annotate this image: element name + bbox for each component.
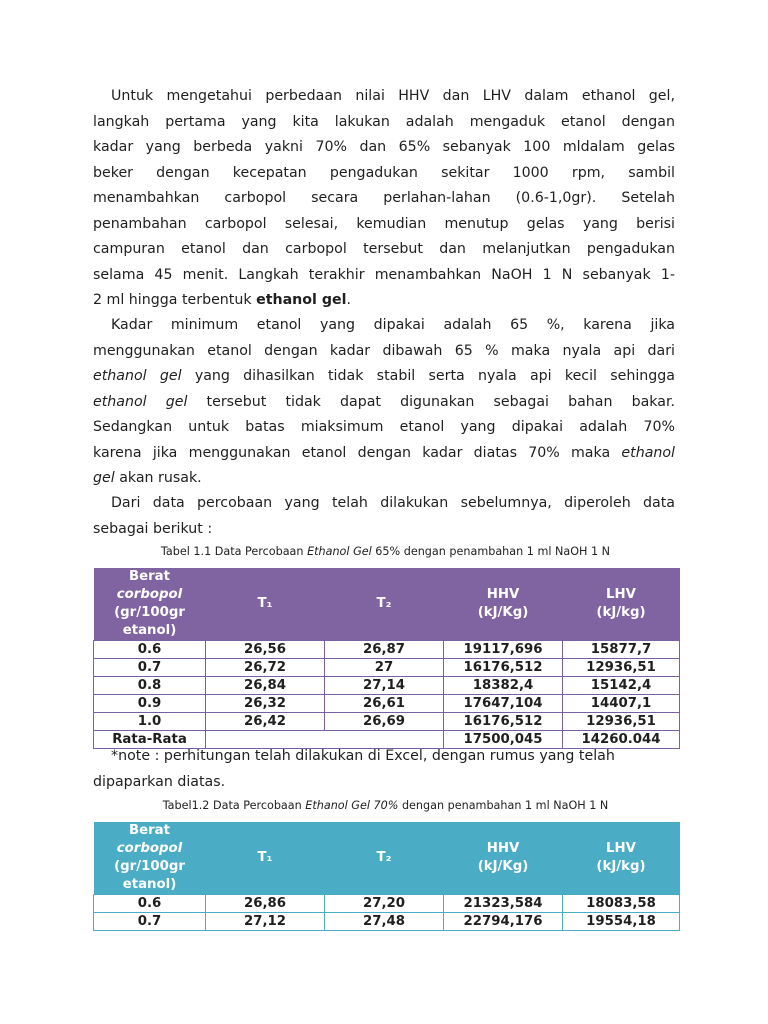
cell: 26,42	[206, 713, 325, 731]
table1	[93, 568, 680, 749]
text-line: beker dengan kecepatan pengadukan sekitar 1000 rpm, sambil	[93, 164, 675, 181]
table-row	[94, 677, 680, 695]
caption-text: 65% dengan penambahan 1 ml NaOH 1 N	[371, 545, 611, 558]
cell: 27	[325, 659, 444, 677]
caption-text: Tabel1.2 Data Percobaan	[162, 799, 306, 812]
note-line: *note : perhitungan telah dilakukan di Excel, dengan rumus yang telah	[111, 748, 615, 764]
text-line: Dari data percobaan yang telah dilakukan sebelumnya, diperoleh data	[111, 495, 675, 511]
header-line: HHV	[486, 841, 520, 856]
cell: 0.6	[94, 641, 206, 659]
text-fragment: 2 ml hingga terbentuk	[93, 292, 257, 308]
text-line	[93, 390, 675, 416]
cell: 27,20	[325, 895, 444, 913]
header-line: (kJ/Kg)	[477, 859, 529, 874]
cell: 22794,176	[444, 913, 563, 931]
text-line: menggunakan etanol dengan kadar dibawah 65 % maka nyala api dari	[93, 342, 675, 359]
table-row	[94, 695, 680, 713]
cell: 0.9	[94, 695, 206, 713]
header-line: corbopol	[116, 841, 183, 856]
text-line: campuran etanol dan carbopol tersebut dan melanjutkan pengadukan	[93, 241, 675, 257]
text-line	[93, 364, 675, 390]
header-line: Berat	[128, 569, 171, 584]
text-line: sebagai berikut :	[93, 520, 213, 537]
table-row	[94, 895, 680, 913]
cell: 15877,7	[563, 641, 680, 659]
header-line: etanol)	[122, 877, 177, 892]
table-row	[94, 641, 680, 659]
cell: 12936,51	[563, 713, 680, 731]
caption-italic: Ethanol Gel 70%	[305, 799, 399, 812]
italic-term: ethanol	[621, 444, 675, 461]
text-line: penambahan carbopol selesai, kemudian menutup gelas yang berisi	[93, 215, 675, 232]
header-lhv	[563, 568, 680, 641]
header-t2: T₂	[325, 568, 444, 641]
caption-italic: Ethanol Gel	[307, 545, 372, 558]
table-row	[94, 713, 680, 731]
text-line: selama 45 menit. Langkah terakhir menambahkan NaOH 1 N sebanyak 1-	[93, 266, 675, 283]
average-label: Rata-Rata	[94, 731, 206, 749]
text-line	[93, 441, 675, 467]
table2	[93, 822, 680, 931]
cell: 27,12	[206, 913, 325, 931]
cell: 18083,58	[563, 895, 680, 913]
cell: 1.0	[94, 713, 206, 731]
cell: 19117,696	[444, 641, 563, 659]
cell: 26,87	[325, 641, 444, 659]
cell: 26,69	[325, 713, 444, 731]
header-lhv	[563, 822, 680, 895]
table-row	[94, 913, 680, 931]
table-header-row	[94, 568, 680, 641]
header-line: (kJ/kg)	[596, 605, 646, 620]
header-line: LHV	[606, 841, 636, 856]
cell: 12936,51	[563, 659, 680, 677]
header-line: HHV	[486, 587, 520, 602]
note-line: dipaparkan diatas.	[93, 773, 226, 790]
paragraph-intro-data	[93, 491, 675, 542]
cell: 26,61	[325, 695, 444, 713]
cell: 19554,18	[563, 913, 680, 931]
header-line: corbopol	[116, 587, 183, 602]
header-t1: T₁	[206, 568, 325, 641]
text-fragment: .	[346, 292, 351, 308]
caption-text: dengan penambahan 1 ml NaOH 1 N	[398, 799, 609, 812]
cell: 21323,584	[444, 895, 563, 913]
cell: 16176,512	[444, 713, 563, 731]
bold-term: ethanol gel	[256, 292, 347, 308]
header-hhv	[444, 822, 563, 895]
cell: 18382,4	[444, 677, 563, 695]
table1-caption	[93, 545, 678, 558]
italic-term: ethanol gel	[93, 368, 182, 384]
header-berat	[94, 568, 206, 641]
cell: 26,84	[206, 677, 325, 695]
paragraph-limits	[93, 313, 675, 492]
header-hhv	[444, 568, 563, 641]
italic-term: gel	[93, 470, 115, 486]
text-line: langkah pertama yang kita lakukan adalah mengaduk etanol dengan	[93, 113, 675, 130]
header-line: (gr/100gr	[114, 859, 185, 874]
cell: 26,32	[206, 695, 325, 713]
cell: 14407,1	[563, 695, 680, 713]
header-line: (kJ/kg)	[596, 859, 646, 874]
cell: 16176,512	[444, 659, 563, 677]
table-header-row	[94, 822, 680, 895]
text-line	[93, 466, 675, 492]
text-fragment: akan rusak.	[114, 470, 202, 486]
italic-term: ethanol gel	[93, 393, 188, 410]
cell: 0.6	[94, 895, 206, 913]
cell: 0.7	[94, 659, 206, 677]
text-line: Untuk mengetahui perbedaan nilai HHV dan LHV dalam ethanol gel,	[111, 88, 675, 104]
table-row	[94, 659, 680, 677]
text-line: Sedangkan untuk batas miaksimum etanol yang dipakai adalah 70%	[93, 419, 675, 435]
cell: 0.7	[94, 913, 206, 931]
cell: 26,86	[206, 895, 325, 913]
text-fragment: tersebut tidak dapat digunakan sebagai bahan bakar.	[187, 393, 676, 410]
note	[93, 744, 678, 795]
cell: 27,14	[325, 677, 444, 695]
text-line: menambahkan carbopol secara perlahan-lahan (0.6-1,0gr). Setelah	[93, 190, 675, 206]
header-berat	[94, 822, 206, 895]
header-line: LHV	[606, 587, 636, 602]
cell: 26,72	[206, 659, 325, 677]
text-fragment: yang dihasilkan tidak stabil serta nyala api kecil sehingga	[181, 368, 676, 384]
cell: 27,48	[325, 913, 444, 931]
text-line: Kadar minimum etanol yang dipakai adalah 65 %, karena jika	[111, 317, 675, 333]
paragraph-procedure	[93, 84, 675, 314]
text-line: kadar yang berbeda yakni 70% dan 65% sebanyak 100 mldalam gelas	[93, 139, 675, 155]
text-fragment: karena jika menggunakan etanol dengan kadar diatas 70% maka	[93, 444, 622, 461]
caption-text: Tabel 1.1 Data Percobaan	[160, 545, 308, 558]
header-line: Berat	[128, 823, 171, 838]
cell: 17647,104	[444, 695, 563, 713]
header-line: (kJ/Kg)	[477, 605, 529, 620]
header-line: etanol)	[122, 623, 177, 638]
table2-caption	[93, 799, 678, 812]
header-line: (gr/100gr	[114, 605, 185, 620]
header-t1: T₁	[206, 822, 325, 895]
cell: 0.8	[94, 677, 206, 695]
cell: 15142,4	[563, 677, 680, 695]
cell: 26,56	[206, 641, 325, 659]
text-line	[93, 288, 675, 314]
average-lhv: 14260.044	[563, 731, 680, 749]
header-t2: T₂	[325, 822, 444, 895]
average-hhv: 17500,045	[444, 731, 563, 749]
